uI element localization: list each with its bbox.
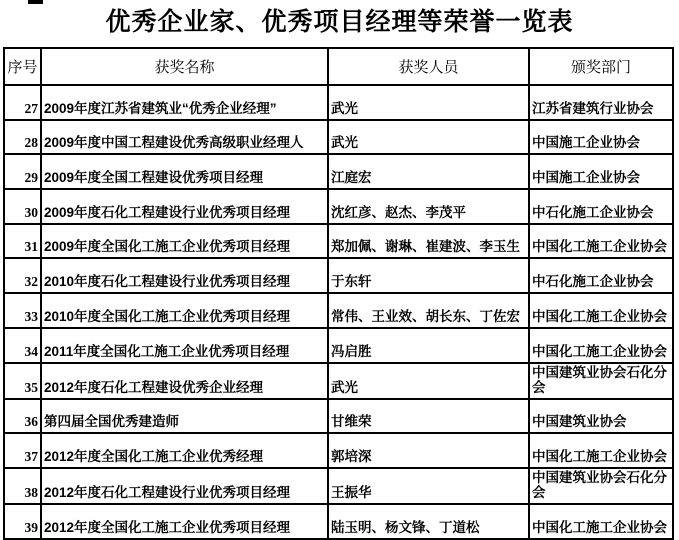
cell-award-name: 2012年度石化工程建设优秀企业经理 <box>41 363 328 399</box>
cell-department: 中国化工施工企业协会 <box>529 433 673 468</box>
cell-award-name: 2012年度全国化工施工企业优秀项目经理 <box>41 504 328 539</box>
table-row <box>4 258 673 293</box>
page-corner-artifact <box>28 0 43 4</box>
header-no: 序号 <box>4 48 41 85</box>
cell-row-number: 39 <box>4 504 41 539</box>
table-row <box>4 328 673 363</box>
cell-award-name: 2009年度全国工程建设优秀项目经理 <box>41 154 328 189</box>
cell-department: 中国建筑业协会石化分会 <box>529 363 673 399</box>
cell-department: 中国建筑业协会石化分会 <box>529 468 673 504</box>
cell-row-number: 34 <box>4 328 41 363</box>
page-title: 优秀企业家、优秀项目经理等荣誉一览表 <box>105 9 574 36</box>
table-row <box>4 224 673 259</box>
table-row <box>4 154 673 189</box>
header-department: 颁奖部门 <box>529 48 673 85</box>
cell-recipients: 江庭宏 <box>328 154 529 189</box>
cell-award-name: 2009年度石化工程建设行业优秀项目经理 <box>41 189 328 224</box>
table-row <box>4 85 673 120</box>
cell-row-number: 30 <box>4 189 41 224</box>
cell-recipients: 武光 <box>328 120 529 155</box>
cell-recipients: 常伟、王业效、胡长东、丁佐宏 <box>328 293 529 328</box>
cell-recipients: 陆玉明、杨文锋、丁道松 <box>328 504 529 539</box>
table-row <box>4 363 673 399</box>
header-award-name: 获奖名称 <box>41 48 328 85</box>
cell-award-name: 2009年度全国化工施工企业优秀项目经理 <box>41 224 328 259</box>
table-row <box>4 120 673 155</box>
cell-award-name: 2012年度石化工程建设行业优秀项目经理 <box>41 468 328 504</box>
cell-award-name: 2009年度江苏省建筑业“优秀企业经理” <box>41 85 328 120</box>
cell-row-number: 31 <box>4 224 41 259</box>
cell-recipients: 武光 <box>328 85 529 120</box>
cell-award-name: 2010年度石化工程建设行业优秀项目经理 <box>41 258 328 293</box>
cell-row-number: 32 <box>4 258 41 293</box>
cell-award-name: 第四届全国优秀建造师 <box>41 399 328 434</box>
cell-recipients: 王振华 <box>328 468 529 504</box>
cell-row-number: 35 <box>4 363 41 399</box>
table-header <box>4 48 673 85</box>
cell-row-number: 38 <box>4 468 41 504</box>
cell-department: 中国化工施工企业协会 <box>529 293 673 328</box>
table-row <box>4 189 673 224</box>
cell-recipients: 沈红彦、赵杰、李茂平 <box>328 189 529 224</box>
cell-recipients: 甘维荣 <box>328 399 529 434</box>
cell-row-number: 37 <box>4 433 41 468</box>
table-row <box>4 399 673 434</box>
cell-award-name: 2009年度中国工程建设优秀高级职业经理人 <box>41 120 328 155</box>
cell-department: 江苏省建筑行业协会 <box>529 85 673 120</box>
honors-table <box>3 47 674 540</box>
header-recipients: 获奖人员 <box>328 48 529 85</box>
cell-recipients: 武光 <box>328 363 529 399</box>
cell-recipients: 郭培深 <box>328 433 529 468</box>
cell-recipients: 郑加佩、谢琳、崔建波、李玉生 <box>328 224 529 259</box>
cell-department: 中国化工施工企业协会 <box>529 224 673 259</box>
cell-recipients: 冯启胜 <box>328 328 529 363</box>
table-row <box>4 293 673 328</box>
cell-award-name: 2011年度全国化工施工企业优秀项目经理 <box>41 328 328 363</box>
table-row <box>4 433 673 468</box>
cell-department: 中国施工企业协会 <box>529 120 673 155</box>
cell-department: 中国建筑业协会 <box>529 399 673 434</box>
cell-award-name: 2010年度全国化工施工企业优秀项目经理 <box>41 293 328 328</box>
cell-award-name: 2012年度全国化工施工企业优秀经理 <box>41 433 328 468</box>
cell-row-number: 28 <box>4 120 41 155</box>
cell-row-number: 29 <box>4 154 41 189</box>
cell-department: 中国施工企业协会 <box>529 154 673 189</box>
cell-department: 中石化施工企业协会 <box>529 258 673 293</box>
table-row <box>4 468 673 504</box>
cell-row-number: 36 <box>4 399 41 434</box>
header-row <box>4 48 673 85</box>
cell-department: 中国化工施工企业协会 <box>529 328 673 363</box>
cell-row-number: 27 <box>4 85 41 120</box>
cell-department: 中国化工施工企业协会 <box>529 504 673 539</box>
cell-department: 中石化施工企业协会 <box>529 189 673 224</box>
table-row <box>4 504 673 539</box>
cell-row-number: 33 <box>4 293 41 328</box>
cell-recipients: 于东轩 <box>328 258 529 293</box>
table-body <box>4 85 673 539</box>
